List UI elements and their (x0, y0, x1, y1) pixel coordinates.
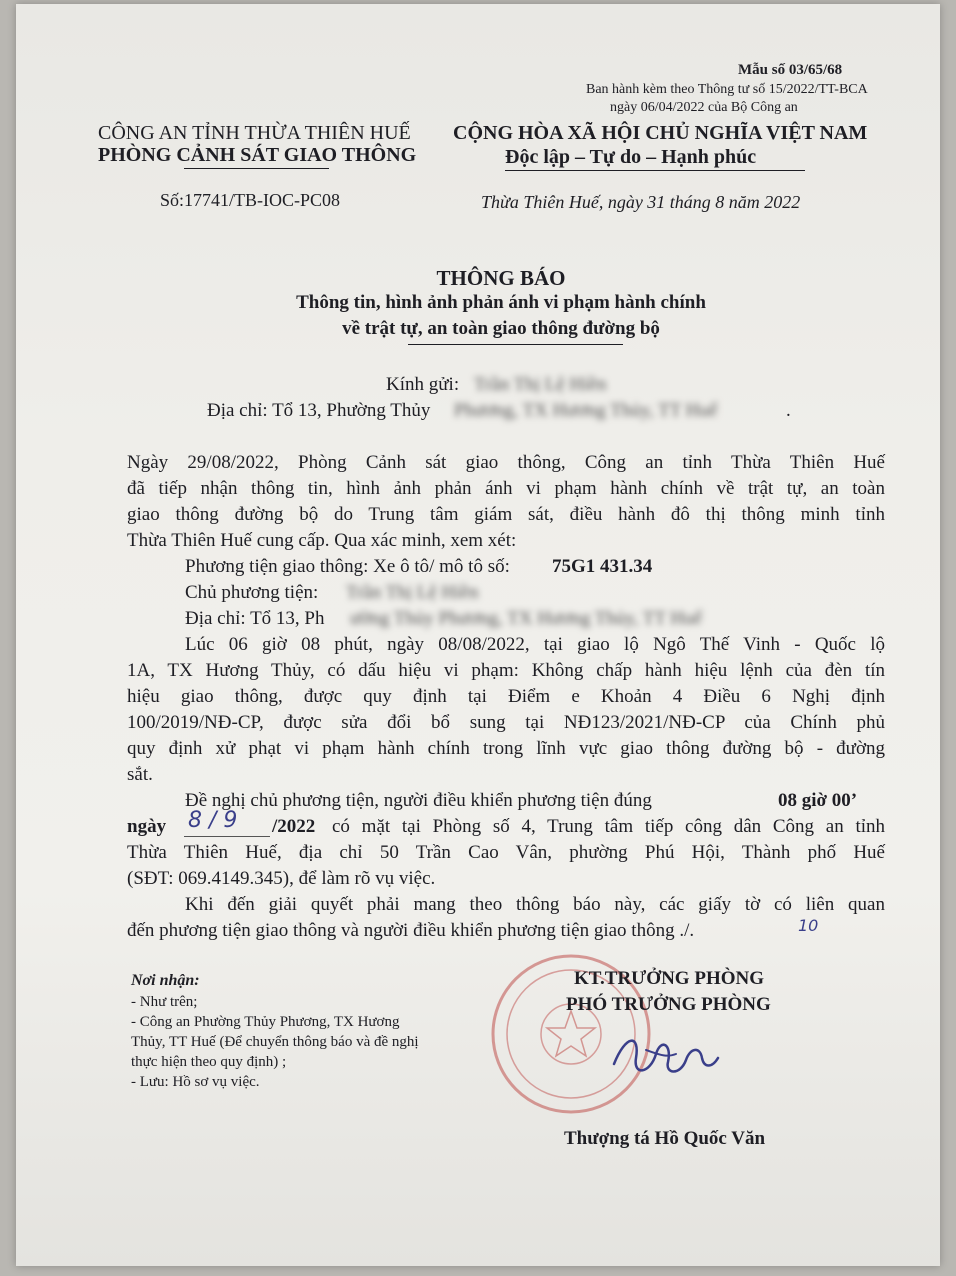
owner-name-redacted: Trần Thị Lệ Hiền (346, 582, 479, 603)
vehicle-label: Phương tiện giao thông: Xe ô tô/ mô tô số: (185, 556, 510, 577)
appointment-year: /2022 (272, 816, 316, 837)
owner-address-label: Địa chỉ: Tổ 13, Ph (185, 608, 325, 629)
addressee-label: Kính gửi: (386, 374, 460, 395)
body-line: giao thông đường bộ do Trung tâm giám sát, điều hành đô thị thông minh tỉnh (127, 504, 885, 525)
vehicle-plate: 75G1 431.34 (552, 556, 653, 577)
body-line: đã tiếp nhận thông tin, hình ảnh phản ánh vi phạm hành chính về trật tự, an toàn (127, 478, 885, 499)
addressee-address-end: . (786, 400, 791, 421)
recipient-item: Thủy, TT Huế (Để chuyển thông báo và đề nghị (131, 1034, 419, 1050)
body-line: sắt. (127, 764, 153, 785)
signer-name: Thượng tá Hồ Quốc Văn (564, 1128, 766, 1149)
notice-subtitle-1: Thông tin, hình ảnh phản ánh vi phạm hành chính (296, 292, 706, 313)
body-line: hiệu giao thông, được quy định tại Điểm e Khoản 4 Điều 6 Nghị định (127, 686, 885, 707)
nation-name: CỘNG HÒA XÃ HỘI CHỦ NGHĨA VIỆT NAM (453, 122, 868, 144)
body-line: Ngày 29/08/2022, Phòng Cảnh sát giao thông, Công an tỉnh Thừa Thiên Huế (127, 452, 885, 473)
addressee-address-label: Địa chỉ: Tổ 13, Phường Thủy (207, 400, 431, 421)
signature-role-2: PHÓ TRƯỞNG PHÒNG (566, 994, 771, 1015)
body-line: Khi đến giải quyết phải mang theo thông báo này, các giấy tờ có liên quan (185, 894, 885, 915)
recipient-item: - Như trên; (131, 994, 198, 1010)
document-number: Số:17741/TB-IOC-PC08 (160, 190, 341, 210)
recipients-label: Nơi nhận: (131, 972, 200, 989)
body-line: Lúc 06 giờ 08 phút, ngày 08/08/2022, tại giao lộ Ngô Thế Vinh - Quốc lộ (185, 634, 885, 655)
owner-label: Chủ phương tiện: (185, 582, 319, 603)
addressee-address-redacted: Phương, TX Hương Thủy, TT Huế (454, 400, 718, 421)
body-line: Đề nghị chủ phương tiện, người điều khiển phương tiện đúng (185, 790, 652, 811)
form-issued-with: Ban hành kèm theo Thông tư số 15/2022/TT-BCA (586, 82, 868, 97)
appointment-handwritten-date: 8 / 9 (188, 808, 238, 833)
notice-subtitle-2: về trật tự, an toàn giao thông đường bộ (342, 318, 660, 339)
handwritten-page-mark: 10 (798, 916, 819, 935)
body-line: Thừa Thiên Huế, địa chỉ 50 Trần Cao Vân, phường Phú Hội, Thành phố Huế (127, 842, 885, 863)
body-line: có mặt tại Phòng số 4, Trung tâm tiếp công dân Công an tỉnh (332, 816, 885, 837)
handwritten-signature (606, 1024, 726, 1084)
body-line: 1A, TX Hương Thủy, có dấu hiệu vi phạm: Không chấp hành hiệu lệnh của đèn tín (127, 660, 885, 681)
motto-underline (505, 170, 805, 171)
form-number: Mẫu số 03/65/68 (738, 62, 843, 78)
signature-role-1: KT.TRƯỞNG PHÒNG (574, 968, 764, 989)
recipient-item: - Công an Phường Thủy Phương, TX Hương (131, 1014, 400, 1030)
document-page (16, 4, 940, 1266)
recipient-item: thực hiện theo quy định) ; (131, 1054, 287, 1070)
owner-address-redacted: ường Thủy Phương, TX Hương Thủy, TT Huế (350, 608, 703, 629)
title-underline (408, 344, 623, 345)
body-line: quy định xử phạt vi phạm hành chính trong lĩnh vực giao thông đường bộ - đường (127, 738, 885, 759)
form-issued-date: ngày 06/04/2022 của Bộ Công an (610, 100, 798, 115)
date-blank-line (184, 836, 270, 837)
notice-title: THÔNG BÁO (436, 266, 566, 290)
appointment-day-label: ngày (127, 816, 167, 837)
body-line: (SĐT: 069.4149.345), để làm rõ vụ việc. (127, 868, 436, 889)
appointment-time: 08 giờ 00’ (778, 790, 858, 811)
agency-name: PHÒNG CẢNH SÁT GIAO THÔNG (98, 144, 417, 166)
place-date: Thừa Thiên Huế, ngày 31 tháng 8 năm 2022 (481, 192, 801, 212)
agency-underline (184, 168, 329, 169)
agency-parent: CÔNG AN TỈNH THỪA THIÊN HUẾ (98, 122, 411, 144)
addressee-name-redacted: Trần Thị Lệ Hiền (474, 374, 607, 395)
body-line: 100/2019/NĐ-CP, được sửa đổi bổ sung tại NĐ123/2021/NĐ-CP của Chính phủ (127, 712, 885, 733)
body-line: đến phương tiện giao thông và người điều khiển phương tiện giao thông ./. (127, 920, 695, 941)
national-motto: Độc lập – Tự do – Hạnh phúc (505, 146, 757, 168)
recipient-item: - Lưu: Hồ sơ vụ việc. (131, 1074, 260, 1090)
body-line: Thừa Thiên Huế cung cấp. Qua xác minh, xem xét: (127, 530, 517, 551)
